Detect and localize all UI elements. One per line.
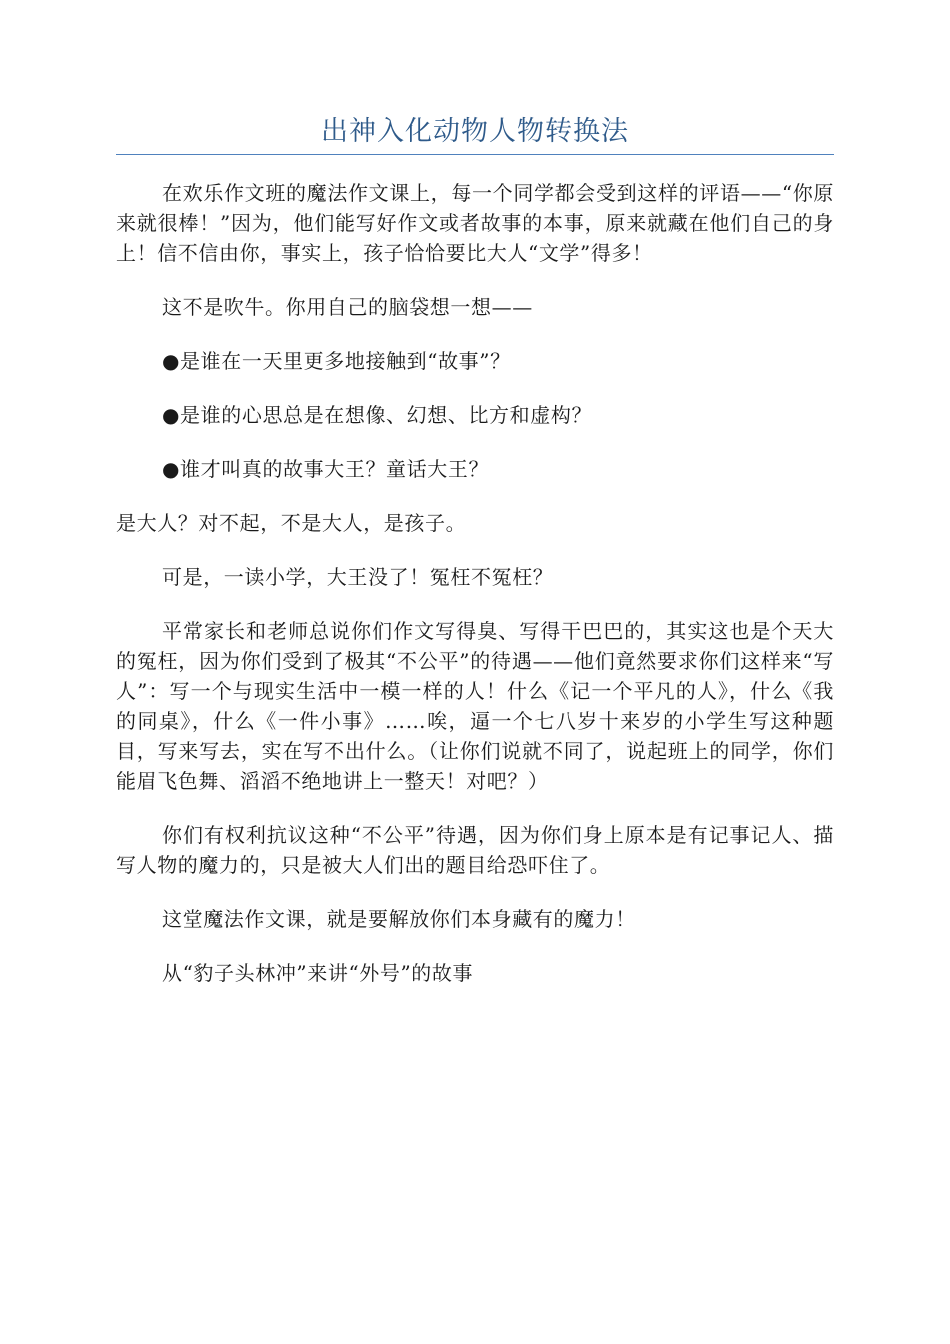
section-heading-nickname: 从“豹子头林冲”来讲“外号”的故事	[162, 961, 474, 985]
bullet-question-1: ●是谁在一天里更多地接触到“故事”？	[162, 349, 511, 373]
bullet-question-3: ●谁才叫真的故事大王？童话大王？	[162, 457, 490, 481]
title-underline	[116, 154, 834, 155]
document-body	[116, 178, 834, 1012]
paragraph-protest: 你们有权利抗议这种“不公平”待遇，因为你们身上原本是有记事记人、描写人物的魔力的，只是被大人们出的题目给恐吓住了。	[116, 823, 834, 877]
paragraph-answer: 是大人？对不起，不是大人，是孩子。	[116, 511, 467, 535]
paragraph-unfair: 可是，一读小学，大王没了！冤枉不冤枉？	[162, 565, 554, 589]
bullet-question-2: ●是谁的心思总是在想像、幻想、比方和虚构？	[162, 403, 593, 427]
paragraph-complaint: 平常家长和老师总说你们作文写得臭、写得干巴巴的，其实这也是个天大的冤枉，因为你们受到了极其“不公平”的待遇——他们竟然要求你们这样来“写人”：写一个与现实生活中一模一样的人！什么《记一个平凡的人》，什么《我的同桌》，什么《一件小事》……唉，逼一个七八岁十来岁的小学生写这种题目，写来写去，实在写不出什么。（让你们说就不同了，说起班上的同学，你们能眉飞色舞、滔滔不绝地讲上一整天！对吧？）	[116, 619, 834, 793]
document-title: 出神入化动物人物转换法	[321, 116, 629, 147]
paragraph-liberate: 这堂魔法作文课，就是要解放你们本身藏有的魔力！	[162, 907, 636, 931]
paragraph-think: 这不是吹牛。你用自己的脑袋想一想——	[162, 295, 533, 319]
paragraph-intro: 在欢乐作文班的魔法作文课上，每一个同学都会受到这样的评语——“你原来就很棒！”因为，他们能写好作文或者故事的本事，原来就藏在他们自己的身上！信不信由你，事实上，孩子恰恰要比大人“文学”得多！	[116, 181, 834, 265]
